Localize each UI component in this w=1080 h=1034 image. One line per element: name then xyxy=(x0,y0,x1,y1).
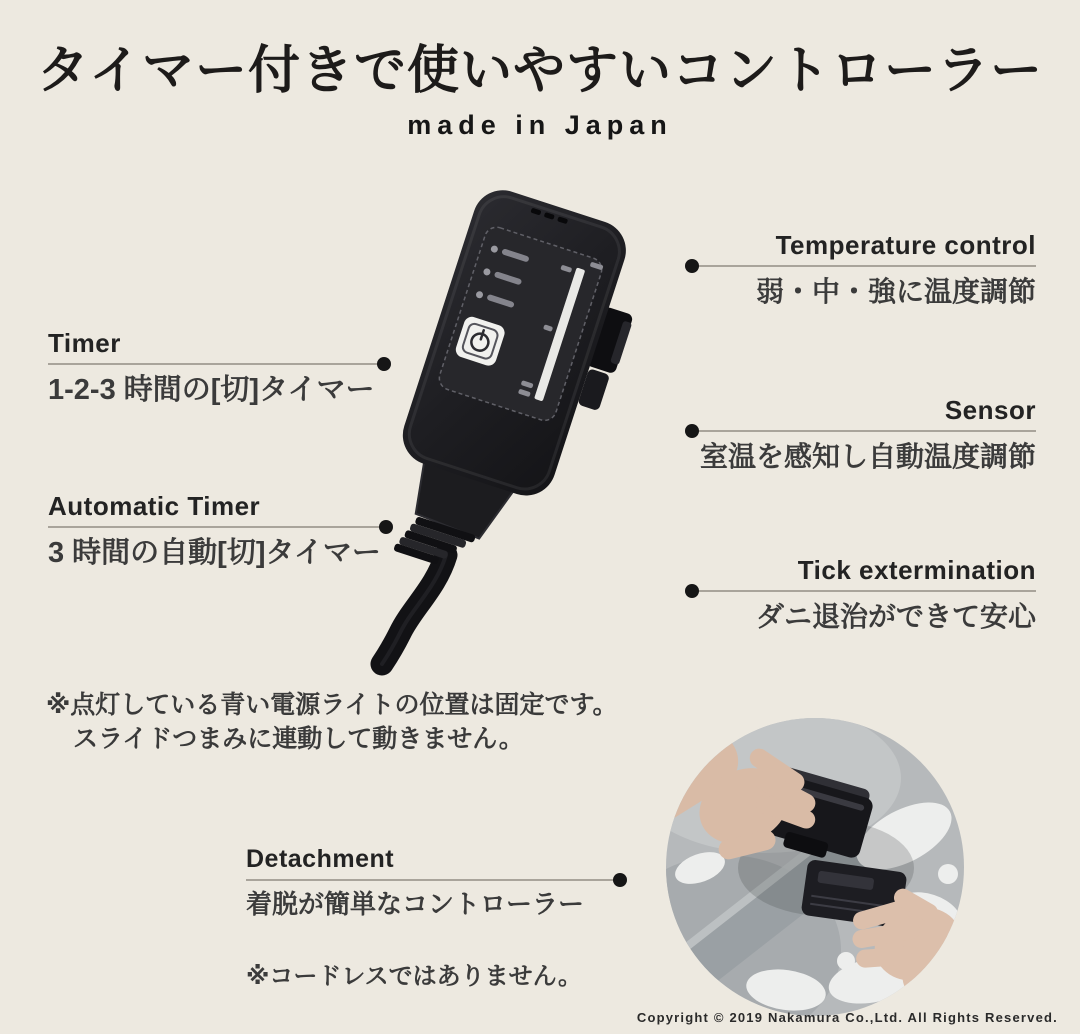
cordless-note: ※コードレスではありません。 xyxy=(246,962,583,990)
callout-dot xyxy=(685,259,699,273)
made-in-japan-label: made in Japan xyxy=(407,110,673,140)
copyright-text: Copyright © 2019 Nakamura Co.,Ltd. All Rights Reserved. xyxy=(636,1010,1058,1025)
power-light-note xyxy=(46,688,618,756)
callout-tick-extermination xyxy=(688,556,1036,633)
callout-tick-extermination-heading: Tick extermination xyxy=(797,555,1036,585)
callout-detachment-heading: Detachment xyxy=(246,845,395,873)
callout-automatic-timer xyxy=(48,492,390,570)
page-title: タイマー付きで使いやすいコントローラー xyxy=(37,43,1043,100)
callout-dot xyxy=(685,584,699,598)
callout-dot xyxy=(377,357,391,371)
callout-sensor-text: 室温を感知し自動温度調節 xyxy=(699,440,1036,472)
callout-dot xyxy=(685,424,699,438)
callout-timer-heading: Timer xyxy=(48,328,121,358)
callout-detachment-text: 着脱が簡単なコントローラー xyxy=(246,888,585,919)
callout-dot xyxy=(613,873,627,887)
callout-sensor xyxy=(688,396,1036,473)
callout-sensor-heading: Sensor xyxy=(944,395,1036,425)
callout-automatic-timer-text: 3 時間の自動[切]タイマー xyxy=(48,536,381,569)
callout-automatic-timer-line xyxy=(48,526,390,528)
callout-timer-line xyxy=(48,363,388,365)
callout-tick-extermination-line xyxy=(688,590,1036,592)
callout-dot xyxy=(379,520,393,534)
callout-temperature-control-line xyxy=(688,265,1036,267)
detachment-photo xyxy=(666,718,964,1016)
callout-sensor-line xyxy=(688,430,1036,432)
controller-photo xyxy=(350,183,670,683)
callout-automatic-timer-heading: Automatic Timer xyxy=(48,491,261,521)
callout-timer-text: 1-2-3 時間の[切]タイマー xyxy=(48,373,375,406)
callout-tick-extermination-text: ダニ退治ができて安心 xyxy=(755,600,1036,632)
power-light-note-line1: ※点灯している青い電源ライトの位置は固定です。 xyxy=(46,691,618,719)
callout-timer xyxy=(48,329,388,407)
callout-detachment-line xyxy=(246,879,624,881)
callout-detachment xyxy=(246,846,624,991)
controller-body-group xyxy=(367,183,660,599)
callout-temperature-control-heading: Temperature control xyxy=(775,230,1036,260)
callout-temperature-control xyxy=(688,231,1036,308)
callout-temperature-control-text: 弱・中・強に温度調節 xyxy=(755,275,1036,307)
power-light-note-line2: スライドつまみに連動して動きません。 xyxy=(73,725,524,753)
